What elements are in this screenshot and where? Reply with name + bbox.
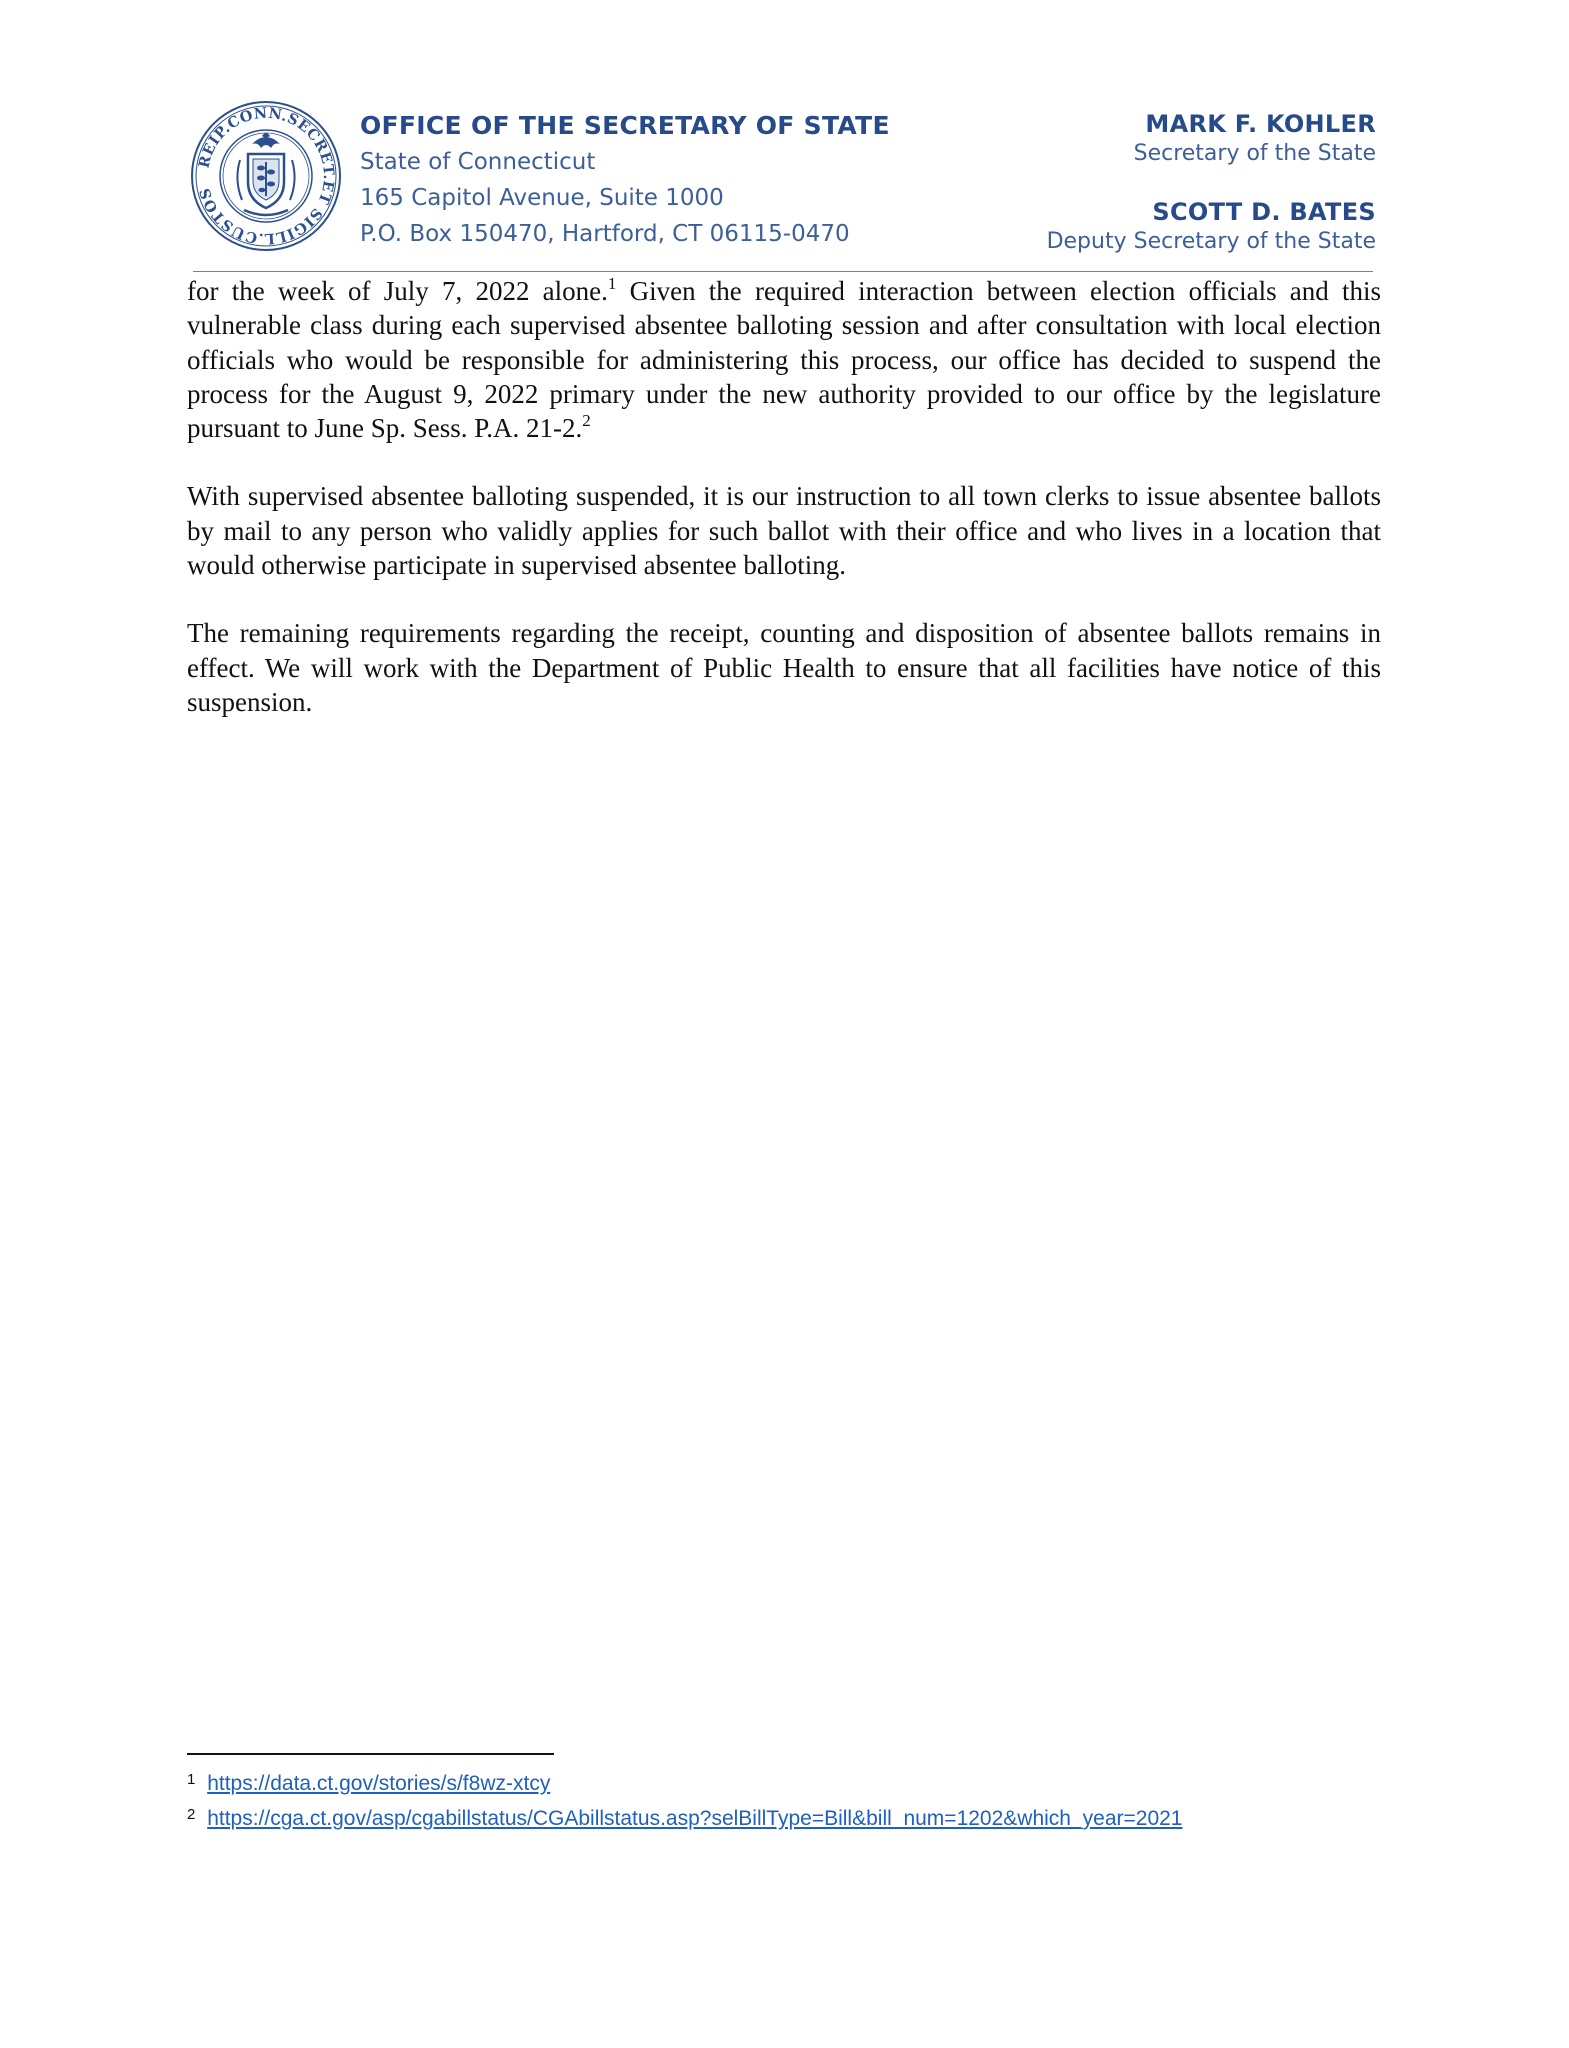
footnote-2: [187, 1799, 1183, 1834]
office-address-line-2: P.O. Box 150470, Hartford, CT 06115-0470: [360, 221, 850, 247]
deputy-title: Deputy Secretary of the State: [1046, 229, 1376, 254]
paragraph-1: [187, 274, 1381, 445]
office-address-line-1: 165 Capitol Avenue, Suite 1000: [360, 185, 724, 211]
footnote-number: 2: [187, 1806, 196, 1823]
secretary-title: Secretary of the State: [1133, 141, 1376, 166]
footnote-link[interactable]: https://data.ct.gov/stories/s/f8wz-xtcy: [207, 1772, 551, 1795]
state-seal-icon: [190, 100, 342, 252]
letterhead-divider: [193, 271, 1373, 272]
paragraph-3: The remaining requirements regarding the receipt, counting and disposition of absentee ballots remains in effect. We will work with the Department of Public Health to ensure that all facilities have notice of this suspension.: [187, 618, 1381, 717]
paragraph-2: With supervised absentee balloting suspended, it is our instruction to all town clerks to issue absentee ballots by mail to any person who validly applies for such ballot with their office and who lives in a location that would otherwise participate in supervised absentee balloting.: [187, 481, 1381, 581]
footnote-link[interactable]: https://cga.ct.gov/asp/cgabillstatus/CGAbillstatus.asp?selBillType=Bill&bill_num=1202&which_year=2021: [207, 1807, 1183, 1830]
footnote-1: [187, 1764, 1183, 1799]
officials-block: [1047, 108, 1376, 256]
deputy-name: SCOTT D. BATES: [1152, 198, 1376, 226]
secretary-name: MARK F. KOHLER: [1145, 110, 1376, 138]
letterhead: [188, 100, 1388, 260]
footnote-ref-2[interactable]: 2: [582, 411, 591, 431]
paragraph-1-part-2: Given the required interaction between election officials and this vulnerable class during each supervised absentee balloting session and after consultation with local election officials who would be responsible for administering this process, our office has decided to suspend the process for the August 9, 2022 primary under the new authority provided to our office by the legislature pursuant to June Sp. Sess. P.A. 21-2.: [187, 276, 1382, 444]
footnotes: [187, 1764, 1183, 1834]
footnote-number: 1: [187, 1771, 196, 1788]
seal-text: REIP.CONN.SECRET.ET SIGILL.CUSTOS: [195, 104, 338, 248]
letter-body: [187, 274, 1381, 719]
footnote-ref-1[interactable]: 1: [607, 274, 617, 293]
paragraph-1-part-1: for the week of July 7, 2022 alone.: [187, 276, 608, 306]
office-name: OFFICE OF THE SECRETARY OF STATE: [360, 111, 890, 140]
office-state: State of Connecticut: [360, 149, 596, 175]
footnote-separator: [187, 1753, 554, 1755]
officials-spacer: [1047, 168, 1376, 196]
office-address-block: [360, 108, 890, 252]
